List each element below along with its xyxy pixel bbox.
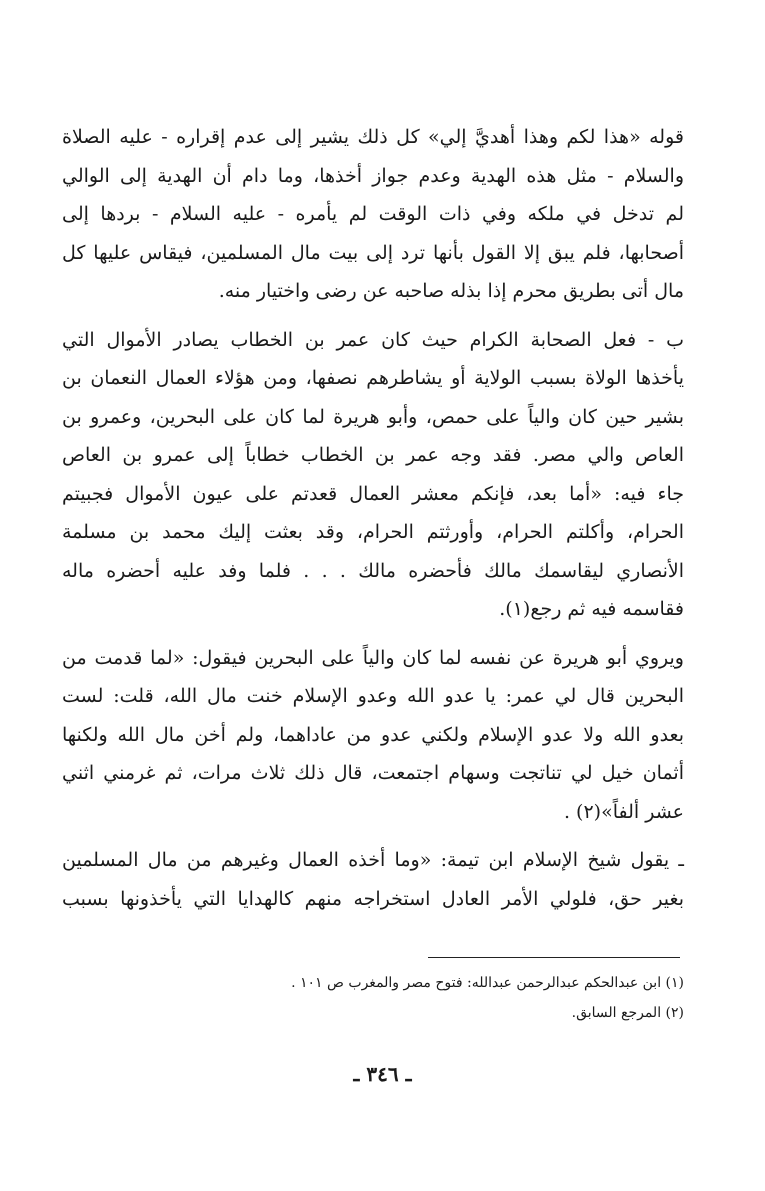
footnotes [62, 968, 684, 1028]
text-line: الأنصاري ليقاسمك مالك فأحضره مالك . . . فلما وفد عليه أحضره ماله [62, 559, 684, 582]
text-line: والسلام - مثل هذه الهدية وعدم جواز أخذها، وما دام أن الهدية إلى الوالي [62, 164, 684, 187]
text-line: بعدو الله ولا عدو الإسلام ولكني عدو من عاداهما، ولم أخن مال الله ولكنها [62, 723, 684, 746]
text-line: أثمان خيل لي تناتجت وسهام اجتمعت، قال ذلك ثلاث مرات، ثم غرمني اثني [62, 762, 684, 784]
text-line: ـ يقول شيخ الإسلام ابن تيمة: «وما أخذه العمال وغيرهم من مال المسلمين [62, 849, 684, 871]
paragraph-2 [62, 321, 684, 629]
text-line: ويروي أبو هريرة عن نفسه لما كان والياً على البحرين فيقول: «لما قدمت من [62, 646, 684, 669]
text-line: مال أتى بطريق محرم إذا بذله صاحبه عن رضى واختيار منه. [218, 280, 684, 302]
footnote-2: (٢) المرجع السابق. [571, 1005, 684, 1021]
text-line: يأخذها الولاة بسبب الولاية أو يشاطرهم نصفها، ومن هؤلاء العمال النعمان بن [62, 367, 684, 389]
page-number: ـ ٣٤٦ ـ [353, 1062, 412, 1086]
page-body [62, 118, 684, 918]
paragraph-4 [62, 841, 684, 918]
paragraph-3 [62, 639, 684, 832]
text-line: أصحابها، فلم يبق إلا القول بأنها ترد إلى بيت مال المسلمين، فيقاس عليها كل [62, 241, 684, 264]
text-line: جاء فيه: «أما بعد، فإنكم معشر العمال قعدتم على عيون الأموال فجبيتم [62, 482, 684, 505]
text-line: بغير حق، فلولي الأمر العادل استخراجه منهم كالهدايا التي يأخذونها بسبب [62, 887, 684, 910]
paragraph-1 [62, 118, 684, 311]
text-line: لم تدخل في ملكه وفي ذات الوقت لم يأمره - عليه السلام - بردها إلى [62, 203, 684, 225]
text-line: الحرام، وأكلتم الحرام، وأورثتم الحرام، وقد بعثت إليك محمد بن مسلمة [62, 521, 684, 543]
text-line: البحرين قال لي عمر: يا عدو الله وعدو الإسلام خنت مال الله، قلت: لست [62, 685, 684, 707]
footnote-divider [428, 957, 680, 958]
text-line: عشر ألفاً»(٢) . [563, 800, 684, 823]
text-line: بشير حين كان والياً على حمص، وأبو هريرة لما كان على البحرين، وعمرو بن [62, 405, 684, 428]
text-line: فقاسمه فيه ثم رجع(١). [499, 598, 684, 620]
text-line: ب - فعل الصحابة الكرام حيث كان عمر بن الخطاب يصادر الأموال التي [62, 328, 684, 351]
text-line: قوله «هذا لكم وهذا أهديَّ إلي» كل ذلك يشير إلى عدم إقراره - عليه الصلاة [62, 126, 684, 148]
footnote-1: (١) ابن عبدالحكم عبدالرحمن عبدالله: فتوح مصر والمغرب ص ١٠١ . [291, 975, 684, 991]
text-line: العاص والي مصر. فقد وجه عمر بن الخطاب خطاباً إلى عمرو بن العاص [62, 444, 684, 466]
